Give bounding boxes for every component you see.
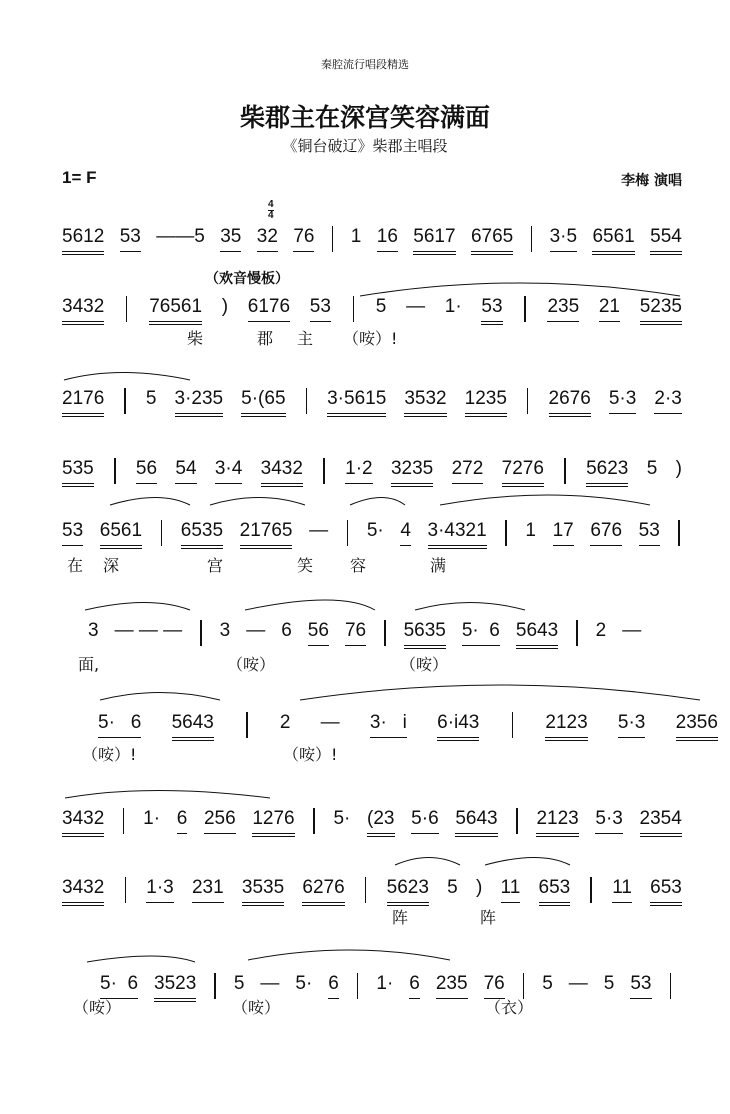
note-group: 32 — [257, 226, 278, 252]
note-group: 3432 — [62, 877, 104, 906]
lyric: （咹）! — [82, 745, 137, 764]
notation-row — [88, 620, 641, 649]
note-group: 3432 — [62, 808, 104, 837]
note-group: 6276 — [302, 877, 344, 906]
bar-line — [313, 808, 315, 834]
notation-row — [62, 808, 682, 837]
time-signature-bottom: 4 — [268, 210, 274, 221]
note-group: 5· 6 — [98, 712, 141, 738]
note-group: 5 — [233, 973, 245, 994]
note-group: 5612 — [62, 226, 104, 255]
note-group: 256 — [204, 808, 236, 834]
lyric: 宫 — [207, 556, 224, 575]
note-group: 5 — [375, 296, 387, 317]
note-group: 6535 — [181, 520, 223, 549]
lyric: （咹） — [232, 998, 281, 1017]
time-signature — [268, 200, 274, 221]
note-group: (23 — [367, 808, 394, 837]
note-group: 6176 — [248, 296, 290, 322]
slur — [248, 950, 450, 960]
note-group: 76 — [345, 620, 366, 646]
bar-line — [161, 520, 163, 546]
note-group: 1· — [376, 973, 394, 994]
note-group: 1· — [143, 808, 161, 829]
bar-line — [531, 226, 533, 252]
bar-line — [527, 388, 529, 414]
note-group: 2356 — [676, 712, 718, 741]
song-title: 柴郡主在深宫笑容满面 — [239, 103, 490, 132]
notation-row — [62, 226, 682, 255]
note-group: 5· 6 — [100, 973, 138, 999]
bar-line — [524, 296, 526, 322]
note-group: 5· — [366, 520, 384, 541]
note-group: 2354 — [640, 808, 682, 837]
bar-line — [126, 296, 128, 322]
notation-row — [98, 712, 718, 741]
note-group: 53 — [120, 226, 141, 252]
bar-line — [670, 973, 672, 999]
slur — [85, 603, 190, 611]
note-group: 6 — [409, 973, 420, 999]
slur — [100, 693, 220, 701]
note-group: 5· 6 — [462, 620, 500, 646]
note-group: 2 — [279, 712, 291, 733]
note-group: ) — [675, 458, 682, 479]
note-group: 2 — [595, 620, 607, 641]
note-group: 53 — [310, 296, 331, 322]
note-group: 53 — [630, 973, 651, 999]
bar-line — [323, 458, 325, 484]
notation-row — [62, 296, 682, 325]
lyric: 阵 — [480, 908, 497, 927]
note-group: 3532 — [404, 388, 446, 417]
note-group: 5235 — [640, 296, 682, 325]
bar-line — [512, 712, 514, 738]
note-group: 16 — [377, 226, 398, 252]
lyric: 满 — [430, 556, 447, 575]
key-signature: 1= F — [62, 168, 97, 187]
note-group: 3·4 — [215, 458, 242, 484]
note-group: 2123 — [545, 712, 587, 741]
lyric: （咹） — [400, 655, 449, 674]
note-group: 235 — [547, 296, 579, 322]
singer-credit: 李梅 演唱 — [621, 173, 682, 189]
notation-row — [62, 458, 682, 487]
bar-line — [590, 877, 592, 903]
slur — [87, 956, 195, 962]
note-group: 3 — [88, 620, 99, 641]
note-group: 235 — [436, 973, 468, 999]
bar-line — [214, 973, 216, 999]
note-group: 6·i43 — [437, 712, 479, 741]
note-group: — — [622, 620, 642, 641]
note-group: 4 — [400, 520, 411, 546]
notation-row — [62, 520, 682, 549]
note-group: ) — [221, 296, 229, 317]
slur — [415, 603, 525, 611]
slur — [350, 498, 405, 506]
lyric: （咹） — [227, 655, 276, 674]
bar-line — [246, 712, 248, 738]
note-group: 6 — [177, 808, 188, 834]
lyric: 笑 — [297, 556, 314, 575]
note-group: 6561 — [100, 520, 142, 549]
note-group: 5·3 — [618, 712, 645, 738]
note-group: 5· — [295, 973, 313, 994]
note-group: — — [320, 712, 340, 733]
bar-line — [332, 226, 334, 252]
note-group: 6 — [328, 973, 339, 999]
notation-row — [100, 973, 673, 1002]
note-group: 6 — [281, 620, 292, 641]
bar-line — [123, 808, 125, 834]
lyric: （衣） — [485, 998, 534, 1017]
slur — [440, 495, 650, 505]
lyric: （咹）! — [343, 329, 398, 348]
note-group: 3·4321 — [428, 520, 487, 549]
note-group: 2·3 — [654, 388, 681, 414]
lyric: 柴 — [187, 329, 204, 348]
note-group: 5635 — [404, 620, 446, 649]
note-group: 5·3 — [595, 808, 622, 834]
bar-line — [516, 808, 518, 834]
note-group: 3 — [219, 620, 231, 641]
bar-line — [564, 458, 566, 484]
note-group: 1 — [350, 226, 362, 247]
slur — [65, 791, 270, 799]
note-group: 6561 — [592, 226, 634, 255]
note-group: 653 — [650, 877, 682, 906]
note-group: 5643 — [516, 620, 558, 649]
lyric: 阵 — [392, 908, 409, 927]
slur — [485, 858, 570, 866]
note-group: 56 — [136, 458, 157, 484]
note-group: 35 — [220, 226, 241, 252]
note-group: 535 — [62, 458, 94, 487]
note-group: 2176 — [62, 388, 104, 417]
lyric: 郡 — [257, 329, 274, 348]
time-signature-top: 4 — [268, 199, 274, 210]
note-group: 5643 — [455, 808, 497, 837]
bar-line — [384, 620, 386, 646]
note-group: — — [406, 296, 426, 317]
notation-row — [62, 388, 682, 417]
note-group: 11 — [501, 877, 521, 903]
note-group: 11 — [612, 877, 632, 903]
note-group: 5 — [145, 388, 157, 409]
note-group: 76 — [293, 226, 314, 252]
slur — [395, 858, 460, 866]
note-group: 231 — [192, 877, 224, 903]
lyric: （咹） — [73, 998, 122, 1017]
lyric: 在 — [67, 556, 84, 575]
note-group: 554 — [650, 226, 682, 255]
bar-line — [306, 388, 308, 414]
bar-line — [114, 458, 116, 484]
lyric: （咹）! — [283, 745, 338, 764]
bar-line — [125, 877, 127, 903]
note-group: 5·3 — [609, 388, 636, 414]
note-group: 53 — [62, 520, 83, 546]
note-group: 3432 — [62, 296, 104, 325]
bar-line — [357, 973, 359, 999]
bar-line — [576, 620, 578, 646]
slur — [64, 373, 190, 381]
slur — [210, 498, 305, 506]
note-group: 76 — [484, 973, 505, 999]
note-group: 1276 — [252, 808, 294, 837]
note-group: 21765 — [240, 520, 293, 549]
note-group: 53 — [639, 520, 660, 546]
note-group: 5 — [447, 877, 458, 898]
note-group: 6765 — [471, 226, 513, 255]
note-group: 3·5 — [550, 226, 577, 252]
note-group: 1·3 — [146, 877, 173, 903]
note-group: 21 — [599, 296, 620, 322]
note-group: 53 — [481, 296, 502, 325]
note-group: 7276 — [502, 458, 544, 487]
note-group: 5623 — [586, 458, 628, 487]
note-group: — — [260, 973, 280, 994]
note-group: 3535 — [242, 877, 284, 906]
note-group: 5· — [333, 808, 351, 829]
note-group: 56 — [308, 620, 329, 646]
note-group: 54 — [175, 458, 196, 484]
note-group: 1235 — [465, 388, 507, 417]
slur — [110, 498, 190, 506]
bar-line — [353, 296, 355, 322]
note-group: 5 — [646, 458, 658, 479]
note-group: ) — [475, 877, 483, 898]
note-group: 3· i — [370, 712, 407, 738]
note-group: 3235 — [391, 458, 433, 487]
note-group: 1· — [444, 296, 462, 317]
note-group: 2123 — [536, 808, 578, 837]
note-group: 5 — [542, 973, 553, 994]
note-group: — — [568, 973, 588, 994]
note-group: 76561 — [149, 296, 202, 325]
note-group: 5617 — [413, 226, 455, 255]
note-group: 1·2 — [345, 458, 372, 484]
lyric: 主 — [297, 329, 314, 348]
bar-line — [365, 877, 367, 903]
note-group: — — [309, 520, 329, 541]
bar-line — [505, 520, 507, 546]
note-group: 653 — [539, 877, 571, 906]
series-header: 秦腔流行唱段精选 — [321, 58, 409, 71]
tempo-marking: （欢音慢板） — [205, 271, 289, 287]
note-group: 5 — [603, 973, 615, 994]
note-group: — — [246, 620, 266, 641]
note-group: 272 — [452, 458, 484, 484]
note-group: 17 — [553, 520, 574, 546]
note-group: 3523 — [154, 973, 196, 1002]
note-group: 5623 — [387, 877, 429, 906]
lyric: 面, — [78, 655, 100, 674]
note-group: 3432 — [261, 458, 303, 487]
slur — [360, 283, 680, 296]
slur — [300, 685, 700, 700]
note-group: 1 — [525, 520, 536, 541]
lyric: 深 — [103, 556, 120, 575]
bar-line — [200, 620, 202, 646]
note-group: 676 — [590, 520, 622, 546]
slur — [245, 600, 375, 610]
note-group: 3·5615 — [327, 388, 386, 417]
song-subtitle: 《铜台破辽》柴郡主唱段 — [282, 137, 448, 155]
bar-line — [347, 520, 349, 546]
note-group: 5·(65 — [241, 388, 285, 417]
notation-row — [62, 877, 682, 906]
note-group: — — — — [114, 620, 183, 641]
note-group: ——5 — [156, 226, 205, 247]
note-group: 5643 — [172, 712, 214, 741]
bar-line — [124, 388, 126, 414]
bar-line — [678, 520, 680, 546]
note-group: 5·6 — [411, 808, 438, 834]
lyric: 容 — [350, 556, 367, 575]
note-group: 3·235 — [175, 388, 224, 417]
note-group: 2676 — [549, 388, 591, 417]
